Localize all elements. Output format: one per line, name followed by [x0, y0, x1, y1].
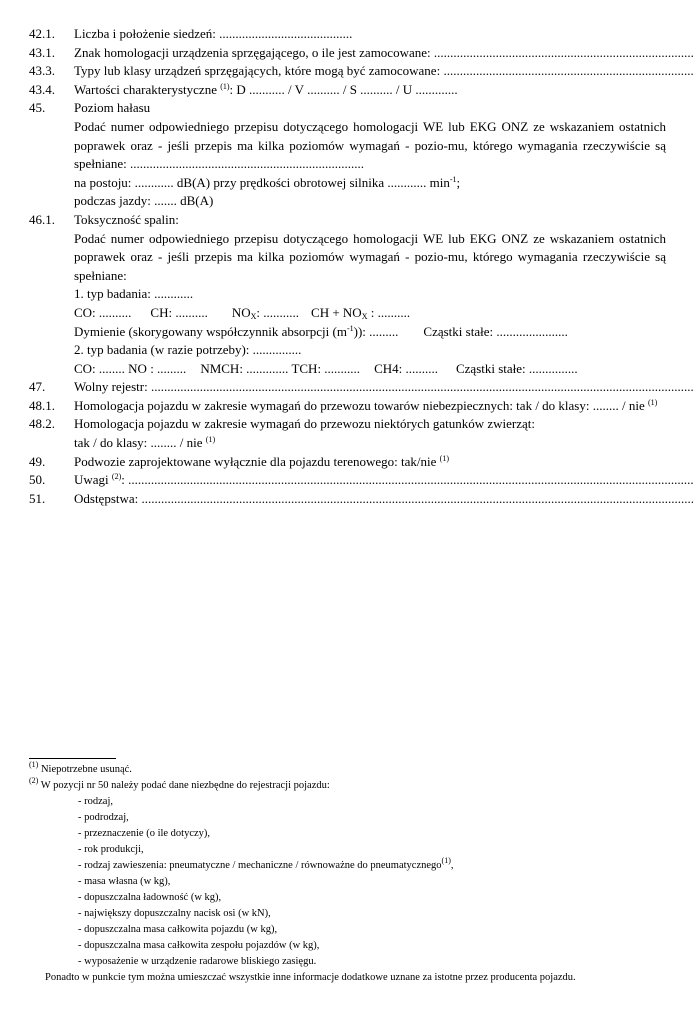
nmch-tch-value: NMCH: ............. TCH: ........... [200, 360, 361, 376]
footnote-ref: (1) [647, 397, 658, 407]
item-51 [29, 490, 666, 509]
fill-dots [443, 62, 693, 81]
footnote-closing: Ponadto w punkcie tym można umieszczać wszystkie inne informacje dodatkowe uznane za istotne przez producenta pojazdu. [45, 972, 576, 983]
item-label: Wartości charakterystyczne [74, 81, 221, 97]
list-item: - dopuszczalna ładowność (w kg), [78, 892, 222, 903]
item-number: 43.3. [29, 63, 55, 79]
list-item: - przeznaczenie (o ile dotyczy), [78, 828, 211, 839]
item-50: 50. Uwagi $^{(2)}$: ..... [29, 471, 666, 490]
item-instructions: Podać numer odpowiedniego przepisu dotyczącego homologacji WE lub EKG ONZ ze wskazaniem ostatnich poprawek oraz - jeśli przepis ma kilka poziomów wymagań - pozio-mu, którego wymagania rzeczywiście są spełniane: [74, 118, 666, 172]
item-number: 50. [29, 472, 46, 488]
fill-dots: ........................................................................ [129, 156, 364, 172]
item-43-4 [29, 81, 666, 100]
item-number: 43.4. [29, 81, 55, 97]
list-item: - wyposażenie w urządzenie radarowe bliskiego zasięgu. [78, 956, 317, 967]
item-label: Liczba i położenie siedzeń: [74, 26, 220, 41]
item-label: Wolny rejestr: [74, 379, 151, 395]
footnote-1: $^{(1)}$ Niepotrzebne usunąć. [29, 760, 132, 775]
emissions-row-2 [74, 323, 666, 342]
list-item: - rok produkcji, [78, 844, 144, 855]
fill-dots [151, 378, 693, 397]
item-number: 49. [29, 453, 46, 469]
item-instructions: Podać numer odpowiedniego przepisu dotyczącego homologacji WE lub EKG ONZ ze wskazaniem ostatnich poprawek oraz - jeśli przepis ma kilka poziomów wymagań - pozio-mu, którego wymagania rzeczywiście są spełniane: [74, 230, 666, 283]
list-item: - największy dopuszczalny nacisk osi (w kN), [78, 908, 271, 919]
item-42-1 [29, 25, 666, 44]
item-label: Znak homologacji urządzenia sprzęgającego, o ile jest zamocowane: [74, 44, 434, 60]
item-43-1 [29, 44, 666, 63]
item-47 [29, 378, 666, 397]
item-options: tak / do klasy: ........ / nie [74, 435, 206, 451]
fill-dots [434, 44, 693, 63]
item-label: Typy lub klasy urządzeń sprzęgających, które mogą być zamocowane: [74, 63, 444, 79]
fill-dots [142, 490, 693, 509]
item-46-1 [29, 211, 666, 378]
item-number: 47. [29, 379, 46, 395]
smoke-value: Dymienie (skorygowany współczynnik absorpcji $(m^{-1})$): ......... [74, 323, 399, 339]
item-number: 48.2. [29, 416, 55, 432]
test-type-2: 2. typ badania (w razie potrzeby): ............... [74, 342, 302, 358]
item-48-2 [29, 415, 666, 452]
footnote-ref: (1) [439, 453, 449, 463]
fill-dots [128, 471, 693, 490]
item-48-1 [29, 397, 666, 416]
ch-value: CH: .......... [150, 304, 208, 320]
item-number: 51. [29, 490, 46, 506]
item-number: 48.1. [29, 397, 55, 413]
ch-nox-value: CH + $NO_X$ : .......... [311, 304, 411, 321]
list-item: - masa własna (w kg), [78, 876, 171, 887]
item-number: 42.1. [29, 26, 55, 41]
list-item: - dopuszczalna masa całkowita pojazdu (w kg), [78, 924, 278, 935]
nox-value: $NO_X$: ........... [231, 304, 300, 321]
item-49 [29, 453, 666, 472]
particles-value: Cząstki stałe: ...................... [423, 323, 568, 339]
list-item: - rodzaj, [78, 796, 113, 807]
emissions-row-1 [74, 304, 666, 323]
footnote-ref: (1) [205, 435, 216, 445]
form-document [29, 25, 666, 508]
item-number: 45. [29, 100, 46, 116]
ch4-value: CH4: .......... [374, 360, 438, 376]
item-values: : D ........... / V .......... / S .......... / U ............. [229, 81, 458, 97]
item-label: Homologacja pojazdu w zakresie wymagań do przewozu towarów niebezpiecznych: tak / do klasy: ........ / nie [74, 397, 648, 413]
emissions-row-3 [74, 360, 666, 379]
footnote-2: $^{(2)}$ W pozycji nr 50 należy podać dane niezbędne do rejestracji pojazdu: [29, 776, 330, 791]
footnote-list [29, 794, 666, 970]
list-item: - rodzaj zawieszenia: pneumatyczne / mechaniczne / równoważne do pneumatycznego$^{(1)}$, [78, 856, 454, 871]
footnotes [29, 758, 666, 986]
item-title: Toksyczność spalin: [74, 211, 179, 227]
item-title: Poziom hałasu [74, 100, 151, 116]
item-number: 43.1. [29, 44, 55, 60]
noise-stationary: na postoju: ............ dB(A) przy prędkości obrotowej silnika ............ $\min^{-1}$; [74, 174, 461, 190]
item-43-3 [29, 62, 666, 81]
footnote-separator [29, 758, 116, 759]
particles-value: Cząstki stałe: ............... [455, 360, 578, 376]
item-label: Uwagi [74, 472, 112, 488]
item-number: 46.1. [29, 211, 55, 227]
list-item: - dopuszczalna masa całkowita zespołu pojazdów (w kg), [78, 940, 320, 951]
co-value: CO: .......... [74, 304, 132, 320]
noise-driving: podczas jazdy: ....... dB(A) [74, 193, 214, 209]
list-item: - podrodzaj, [78, 812, 129, 823]
item-label: Homologacja pojazdu w zakresie wymagań do przewozu niektórych gatunków zwierząt: [74, 416, 535, 432]
footnote-ref: (1) [220, 81, 230, 91]
footnote-ref: (2) [111, 472, 122, 482]
fill-dots: ......................................... [219, 26, 353, 41]
item-45 [29, 99, 666, 211]
co-no-value: CO: ........ NO : ......... [74, 360, 187, 376]
test-type-1: 1. typ badania: ............ [74, 286, 194, 302]
item-label: Odstępstwa: [74, 490, 142, 506]
item-label: Podwozie zaprojektowane wyłącznie dla pojazdu terenowego: tak/nie [74, 453, 440, 469]
